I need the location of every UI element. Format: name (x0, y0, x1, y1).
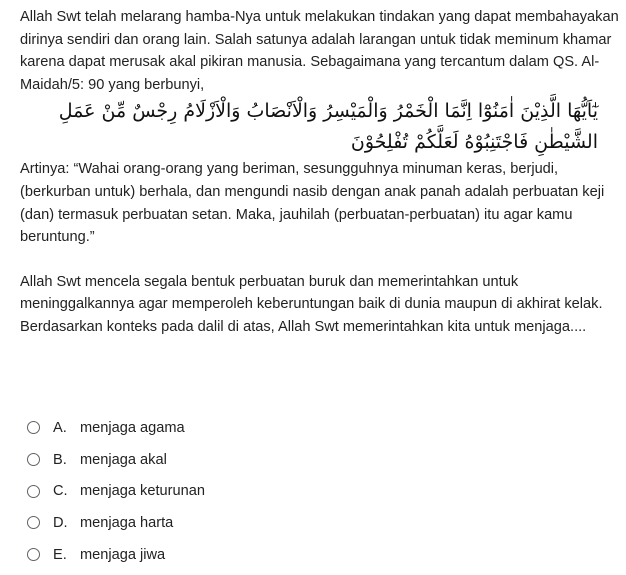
option-b[interactable] (27, 444, 427, 476)
option-e[interactable] (27, 539, 427, 571)
answer-options (27, 412, 427, 570)
option-a[interactable] (27, 412, 427, 444)
option-letter: C. (53, 483, 68, 500)
radio-icon[interactable] (27, 485, 40, 498)
arabic-verse: يٰٓاَيُّهَا الَّذِيْنَ اٰمَنُوْٓا اِنَّمَا الْخَمْرُ وَالْمَيْسِرُ وَالْاَنْصَابُ وَالْاَزْلَامُ رِجْسٌ مِّنْ عَمَلِ الشَّيْطٰنِ فَاجْتَنِبُوْهُ لَعَلَّكُمْ تُفْلِحُوْنَ (58, 100, 598, 154)
option-letter: E. (53, 546, 67, 563)
option-label: menjaga harta (80, 514, 174, 531)
option-letter: B. (53, 451, 67, 468)
option-label: menjaga jiwa (80, 546, 166, 563)
radio-icon[interactable] (27, 516, 40, 529)
option-label: menjaga akal (80, 451, 167, 468)
option-label: menjaga keturunan (80, 483, 205, 500)
radio-icon[interactable] (27, 421, 40, 434)
option-letter: A. (53, 419, 67, 436)
paragraph-spacer (20, 249, 620, 271)
question-prompt: Allah Swt mencela segala bentuk perbuatan buruk dan memerintahkan untuk meninggalkannya agar memperoleh keberuntungan baik di dunia maupun di akhirat kelak. Berdasarkan konteks pada dalil di atas, Allah Swt memerintahkan kita untuk menjaga.... (20, 273, 603, 335)
radio-icon[interactable] (27, 548, 40, 561)
option-letter: D. (53, 514, 68, 531)
option-c[interactable] (27, 475, 427, 507)
option-label: menjaga agama (80, 419, 185, 436)
option-d[interactable] (27, 507, 427, 539)
question-intro: Allah Swt telah melarang hamba-Nya untuk melakukan tindakan yang dapat membahayakan dirinya sendiri dan orang lain. Salah satunya adalah larangan untuk tidak meminum khamar karena dapat merusak akal pikiran manusia. Sebagaimana yang tercantum dalam QS. Al-Maidah/5: 90 yang berbunyi, (20, 9, 619, 93)
radio-icon[interactable] (27, 453, 40, 466)
question-block (20, 6, 620, 339)
verse-translation: Artinya: “Wahai orang-orang yang beriman, sesungguhnya minuman keras, berjudi, (berkurban untuk) berhala, dan mengundi nasib dengan anak panah adalah perbuatan keji (dan) termasuk perbuatan setan. Maka, jauhilah (perbuatan-perbuatan) itu agar kamu beruntung.” (20, 161, 605, 246)
